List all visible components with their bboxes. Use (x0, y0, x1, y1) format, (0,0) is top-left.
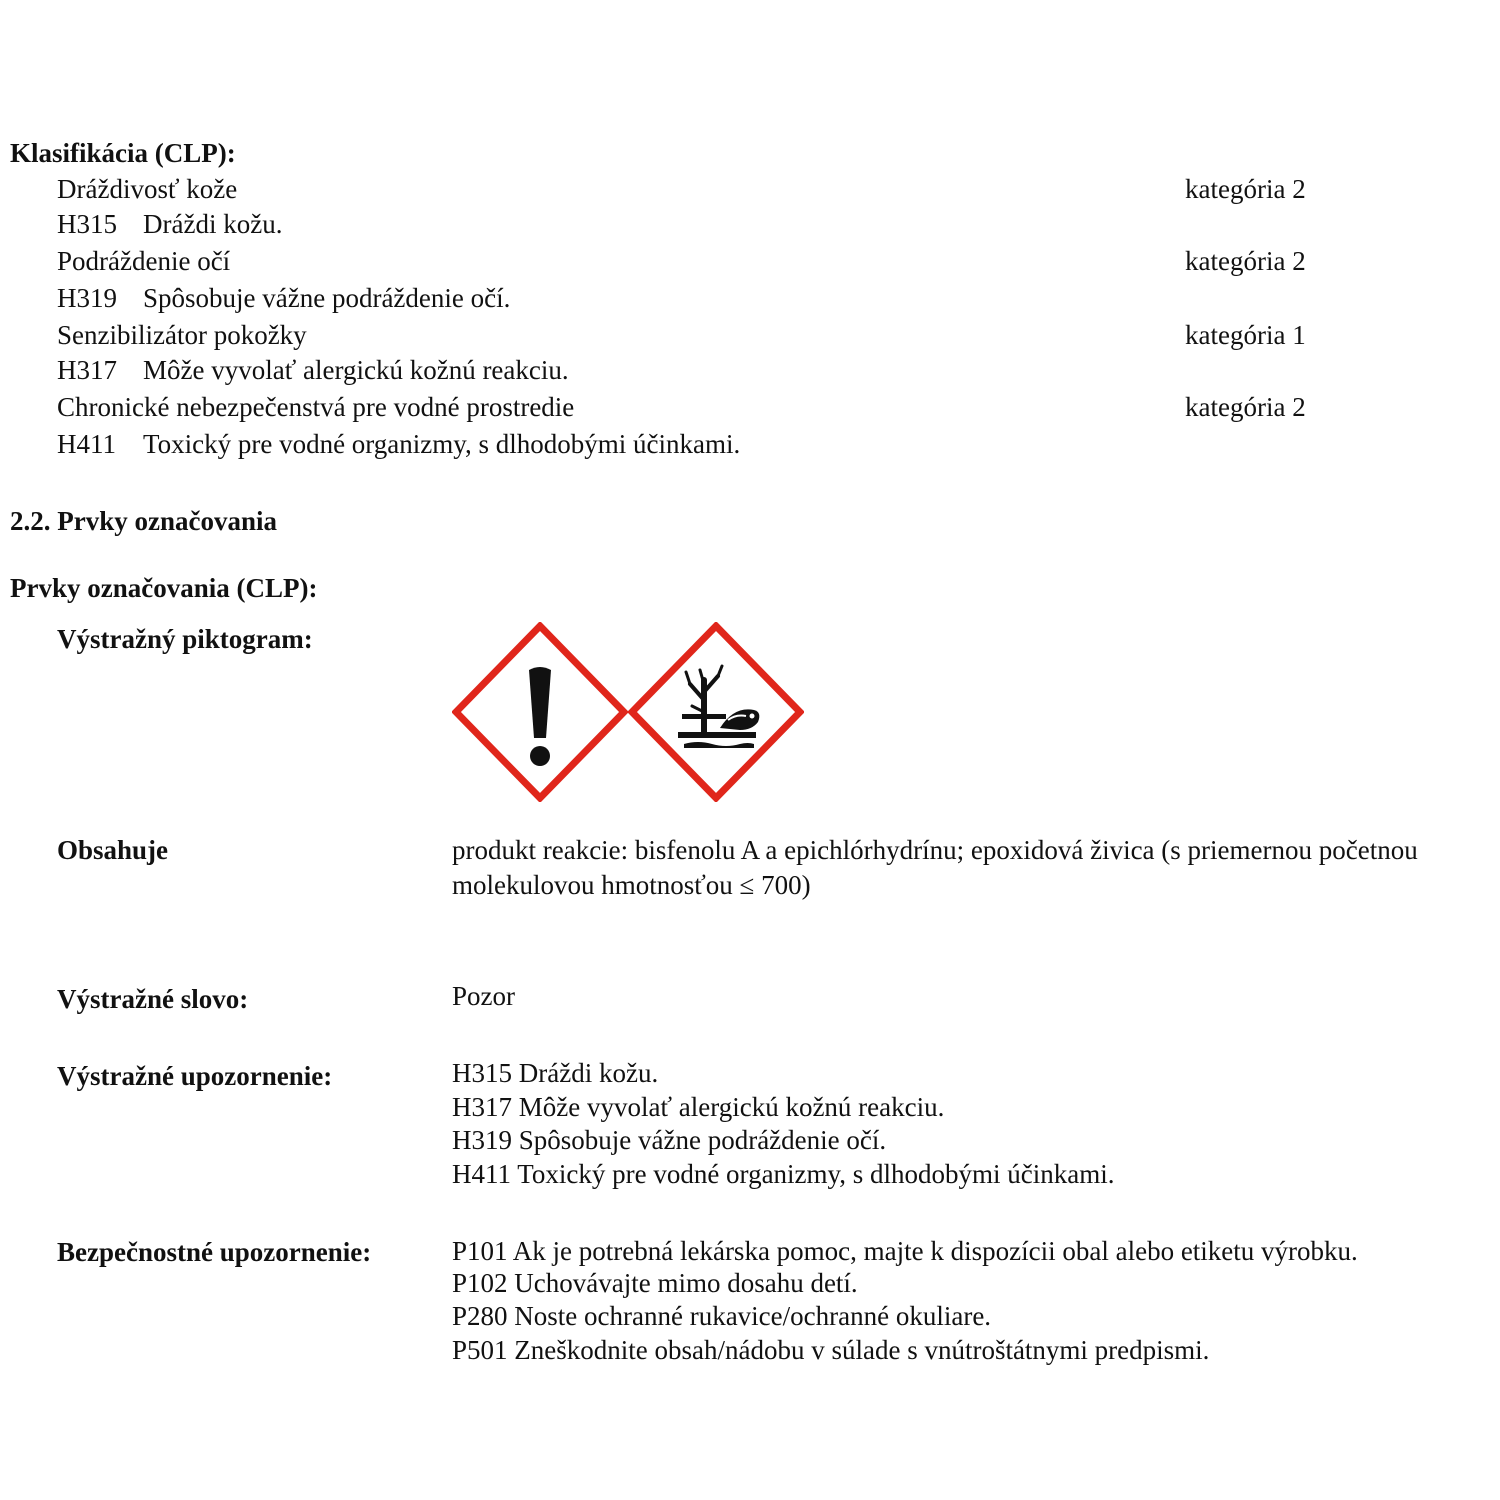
hazard-statement: Môže vyvolať alergickú kožnú reakciu. (143, 355, 569, 385)
hazard-class-eye-irritation: Podráždenie očí (57, 246, 231, 276)
section-heading: 2.2. Prvky označovania (10, 506, 277, 536)
hazard-statement: Dráždi kožu. (143, 209, 283, 239)
hazard-statements-label: Výstražné upozornenie: (57, 1061, 333, 1091)
hazard-code: H319 (57, 283, 117, 313)
hazard-code: H411 (57, 429, 116, 459)
hazard-class-skin-sensitizer: Senzibilizátor pokožky (57, 320, 307, 350)
hazard-statement-row (57, 285, 510, 312)
signal-word-label: Výstražné slovo: (57, 984, 249, 1014)
precautionary-statements-label: Bezpečnostné upozornenie: (57, 1237, 372, 1267)
pictogram-label: Výstražný piktogram: (57, 624, 313, 654)
hazard-statement: Spôsobuje vážne podráždenie očí. (143, 283, 511, 313)
hazard-category: kategória 2 (1185, 392, 1306, 422)
hazard-statement-line: H315 Dráždi kožu. (452, 1058, 659, 1088)
hazard-category: kategória 1 (1185, 320, 1306, 350)
hazard-code: H317 (57, 355, 117, 385)
hazard-statement-row (57, 357, 569, 384)
environment-pictogram-icon (628, 622, 804, 802)
precautionary-statement-line: P280 Noste ochranné rukavice/ochranné okuliare. (452, 1301, 992, 1331)
signal-word-value: Pozor (452, 981, 515, 1011)
hazard-statement-line: H317 Môže vyvolať alergickú kožnú reakciu. (452, 1092, 945, 1122)
hazard-category: kategória 2 (1185, 246, 1306, 276)
hazard-class-aquatic-chronic: Chronické nebezpečenstvá pre vodné prostredie (57, 392, 575, 422)
precautionary-statement-line: P501 Zneškodnite obsah/nádobu v súlade s vnútroštátnymi predpismi. (452, 1335, 1210, 1365)
hazard-statement: Toxický pre vodné organizmy, s dlhodobými účinkami. (143, 429, 741, 459)
hazard-statement-line: H319 Spôsobuje vážne podráždenie očí. (452, 1125, 887, 1155)
classification-heading: Klasifikácia (CLP): (10, 138, 236, 168)
hazard-code: H315 (57, 209, 117, 239)
contains-line: produkt reakcie: bisfenolu A a epichlórhydrínu; epoxidová živica (s priemernou početnou (452, 835, 1418, 865)
label-elements-heading: Prvky označovania (CLP): (10, 573, 318, 603)
exclamation-mark-pictogram-icon (452, 622, 628, 802)
contains-label: Obsahuje (57, 835, 169, 865)
precautionary-statement-line: P101 Ak je potrebná lekárska pomoc, majte k dispozícii obal alebo etiketu výrobku. (452, 1236, 1358, 1266)
hazard-statement-row (57, 211, 282, 238)
hazard-class-skin-irritation: Dráždivosť kože (57, 174, 238, 204)
hazard-statement-row (57, 431, 740, 458)
hazard-category: kategória 2 (1185, 174, 1306, 204)
precautionary-statement-line: P102 Uchovávajte mimo dosahu detí. (452, 1268, 858, 1298)
contains-line: molekulovou hmotnosťou ≤ 700) (452, 870, 811, 900)
hazard-statement-line: H411 Toxický pre vodné organizmy, s dlhodobými účinkami. (452, 1159, 1115, 1189)
